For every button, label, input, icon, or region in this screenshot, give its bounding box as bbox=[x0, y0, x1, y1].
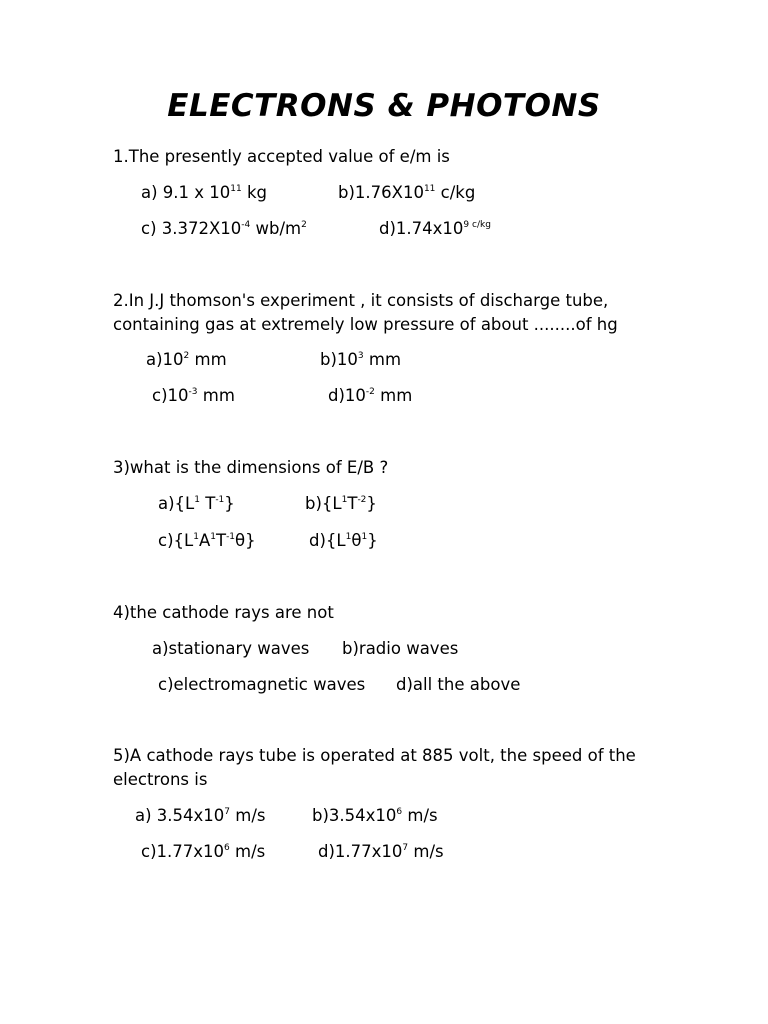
question-2-option-d: $d)10^{-2}$ mm bbox=[328, 386, 413, 405]
question-5-text: 5)A cathode rays tube is operated at 885 volt, the speed of the electrons is bbox=[113, 746, 636, 789]
question-1-option-c: c) $3.372X10^{-4}$ $wb/m^2$ bbox=[141, 219, 307, 238]
question-4-text: 4)the cathode rays are not bbox=[113, 603, 334, 622]
question-2-text: 2.In J.J thomson's experiment , it consists of discharge tube, containing gas at extremely low pressure of about ........of hg bbox=[113, 291, 618, 334]
question-5-option-a: a) $3.54x10^7$ m/s bbox=[135, 806, 266, 825]
question-5-option-d: $d)1.77x10^7$ m/s bbox=[318, 842, 444, 861]
question-1-option-b: $b)1.76X10^{11}$ c/kg bbox=[338, 183, 476, 202]
question-5-option-c: $c)1.77x10^6$ m/s bbox=[141, 842, 266, 861]
question-1-text: 1.The presently accepted value of e/m is bbox=[113, 147, 450, 166]
question-3-option-c: $c)\{L^1A^1T^{-1}\theta\}$ bbox=[158, 531, 256, 550]
question-5-option-b: $b)3.54x10^6$ m/s bbox=[312, 806, 438, 825]
question-2-option-a: $a)10^2$ mm bbox=[146, 350, 227, 369]
question-3-option-d: $d)\{L^1\theta^1\}$ bbox=[309, 531, 378, 550]
question-2-option-b: $b)10^3$ mm bbox=[320, 350, 402, 369]
question-4-option-b: b)radio waves bbox=[342, 639, 459, 658]
question-1-option-d: $d)1.74x10^{9 c/kg}$ bbox=[379, 219, 491, 238]
question-1-option-a: a) 9.1 x $10^{11}$ kg bbox=[141, 183, 268, 202]
question-4-option-a: a)stationary waves bbox=[152, 639, 310, 658]
question-3-option-a: $a)\{L^1$ $T^{-1}$} bbox=[158, 494, 235, 513]
question-3-option-b: $b)\{L^1T^{-2}\}$ bbox=[305, 494, 377, 513]
question-4-option-c: c)electromagnetic waves bbox=[158, 675, 366, 694]
question-2-option-c: $c)10^{-3}$ mm bbox=[152, 386, 235, 405]
page-title: ELECTRONS & PHOTONS bbox=[167, 88, 601, 124]
question-4-option-d: d)all the above bbox=[396, 675, 521, 694]
question-3-text: 3)what is the dimensions of E/B ? bbox=[113, 458, 389, 477]
